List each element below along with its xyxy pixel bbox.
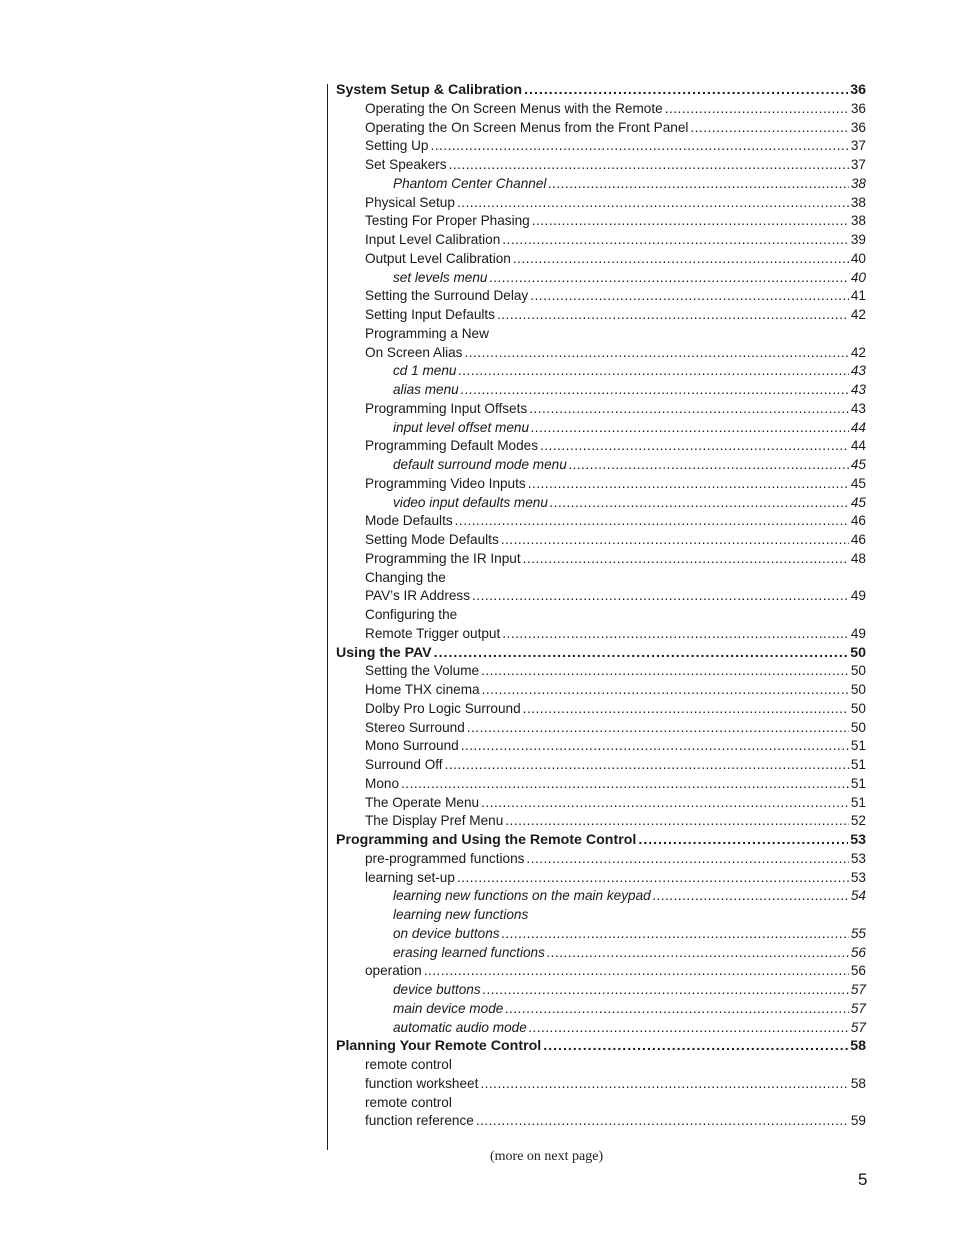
toc-section-entry: [336, 831, 866, 850]
toc-page-number: 57: [850, 1000, 866, 1016]
toc-page-number: 56: [850, 944, 866, 960]
toc-entry-title: Physical Setup: [365, 194, 455, 210]
toc-entry: [336, 794, 866, 813]
continued-note: (more on next page): [490, 1149, 604, 1164]
toc-page-number: 56: [850, 963, 866, 979]
page-number: 5: [858, 1170, 868, 1189]
toc-entry-title: Setting Up: [365, 138, 429, 154]
toc-page-number: 53: [850, 832, 866, 848]
toc-page-number: 43: [850, 363, 866, 379]
toc-page-number: 37: [850, 157, 866, 172]
toc-page-number: 58: [850, 1038, 866, 1055]
toc-subentry: [336, 1019, 866, 1038]
toc-page-number: 49: [850, 625, 866, 641]
toc-entry-title: System Setup & Calibration: [336, 82, 523, 98]
toc-entry-title: Programming Video Inputs: [365, 475, 526, 491]
toc-dot-leader: [523, 700, 849, 719]
toc-dot-leader: [548, 175, 848, 194]
toc-subentry: [336, 944, 866, 963]
toc-page-number: 49: [850, 588, 866, 604]
toc-dot-leader: [653, 887, 849, 906]
toc-entry-title: Setting the Volume: [365, 663, 480, 679]
toc-entry-title: Configuring the: [365, 607, 458, 622]
toc-subentry: [336, 419, 866, 438]
toc-page-number: 50: [850, 700, 866, 716]
toc-dot-leader: [481, 794, 849, 813]
toc-entry: [336, 156, 866, 175]
toc-page-number: 42: [850, 344, 866, 360]
toc-entry: [336, 606, 866, 625]
toc-subentry: [336, 887, 866, 906]
toc-dot-leader: [458, 362, 848, 381]
toc-page-number: 45: [850, 494, 866, 510]
toc-entry: [336, 625, 866, 644]
toc-page-number: 42: [850, 307, 866, 322]
toc-entry: [336, 437, 866, 456]
toc-entry: [336, 681, 866, 700]
toc-entry-title: automatic audio mode: [393, 1019, 527, 1035]
toc-entry-title: On Screen Alias: [365, 344, 463, 360]
toc-subentry: [336, 981, 866, 1000]
toc-dot-leader: [472, 587, 849, 606]
toc-dot-leader: [434, 644, 849, 663]
toc-dot-leader: [550, 494, 849, 513]
toc-entry-title: Programming and Using the Remote Control: [336, 832, 637, 848]
toc-dot-leader: [464, 344, 848, 363]
toc-dot-leader: [482, 681, 849, 700]
toc-entry: [336, 569, 866, 588]
toc-entry-title: Programming Default Modes: [365, 438, 539, 454]
toc-entry: [336, 137, 866, 156]
toc-dot-leader: [457, 194, 849, 213]
toc-dot-leader: [638, 831, 848, 850]
toc-subentry: [336, 1000, 866, 1019]
toc-entry-title: set levels menu: [393, 269, 488, 285]
toc-dot-leader: [449, 156, 849, 175]
toc-entry: [336, 700, 866, 719]
toc-page-number: 53: [850, 850, 866, 866]
toc-section-entry: [336, 644, 866, 663]
toc-entry-title: PAV’s IR Address: [365, 588, 471, 604]
toc-entry-title: Set Speakers: [365, 157, 447, 172]
toc-entry-title: Operating the On Screen Menus from the Front Panel: [365, 119, 689, 135]
toc-entry: [336, 1075, 866, 1094]
toc-page-number: 41: [850, 288, 866, 304]
toc-page-number: 55: [850, 925, 866, 941]
toc-entry: [336, 400, 866, 419]
toc-page-number: 43: [850, 382, 866, 397]
toc-page-number: 38: [850, 213, 866, 229]
toc-dot-leader: [523, 550, 849, 569]
toc-dot-leader: [480, 1075, 849, 1094]
toc-dot-leader: [445, 756, 849, 775]
toc-section-entry: [336, 1037, 866, 1056]
toc-subentry: [336, 494, 866, 513]
toc-page-number: 50: [850, 644, 866, 661]
toc-dot-leader: [505, 1000, 849, 1019]
toc-subentry: [336, 381, 866, 400]
toc-page-number: 50: [850, 719, 866, 735]
toc-entry-title: Mode Defaults: [365, 513, 453, 529]
toc-page-number: 46: [850, 513, 866, 529]
toc-entry-title: video input defaults menu: [393, 494, 548, 510]
toc-page-number: 44: [850, 438, 866, 454]
toc-entry-title: Operating the On Screen Menus with the Remote: [365, 100, 663, 116]
toc-dot-leader: [467, 719, 849, 738]
toc-page-number: 52: [850, 813, 866, 829]
toc-page-number: 57: [850, 982, 866, 997]
toc-entry: [336, 662, 866, 681]
toc-entry: [336, 475, 866, 494]
toc-entry-title: Remote Trigger output: [365, 625, 501, 641]
toc-entry-title: main device mode: [393, 1000, 504, 1016]
toc-entry-title: Programming Input Offsets: [365, 400, 528, 416]
toc-page-number: 45: [850, 457, 866, 472]
toc-entry-title: learning new functions on the main keypad: [393, 888, 651, 904]
toc-entry-title: erasing learned functions: [393, 944, 545, 960]
toc-entry-title: cd 1 menu: [393, 363, 457, 379]
toc-entry: [336, 869, 866, 888]
toc-entry: [336, 1056, 866, 1075]
toc-entry: [336, 1094, 866, 1113]
toc-subentry: [336, 456, 866, 475]
toc-page-number: 37: [850, 138, 866, 154]
toc-entry: [336, 756, 866, 775]
toc-entry-title: Setting the Surround Delay: [365, 288, 529, 304]
toc-subentry: [336, 906, 866, 925]
toc-dot-leader: [513, 250, 849, 269]
toc-entry-title: Setting Input Defaults: [365, 307, 495, 322]
toc-entry-title: Mono Surround: [365, 738, 459, 754]
toc-dot-leader: [665, 100, 849, 119]
toc-dot-leader: [529, 400, 849, 419]
toc-page-number: 58: [850, 1075, 866, 1091]
toc-page-number: 43: [850, 400, 866, 416]
toc-entry-title: Mono: [365, 775, 400, 791]
toc-entry: [336, 325, 866, 344]
toc-page-number: 57: [850, 1019, 866, 1035]
toc-entry-title: The Operate Menu: [365, 794, 480, 810]
toc-entry-title: alias menu: [393, 382, 459, 397]
toc-entry: [336, 719, 866, 738]
toc-page-number: 54: [850, 888, 866, 904]
toc-entry: [336, 737, 866, 756]
toc-entry-title: operation: [365, 963, 422, 979]
toc-entry-title: function worksheet: [365, 1075, 479, 1091]
toc-page-number: 51: [850, 738, 866, 754]
toc-entry: [336, 194, 866, 213]
toc-entry-title: Input Level Calibration: [365, 232, 501, 247]
toc-entry-title: Programming a New: [365, 325, 489, 341]
toc-page-number: 59: [850, 1113, 866, 1129]
toc-dot-leader: [528, 475, 849, 494]
toc-dot-leader: [530, 287, 849, 306]
toc-dot-leader: [526, 850, 848, 869]
toc-page-number: 45: [850, 475, 866, 491]
toc-dot-leader: [455, 512, 849, 531]
toc-dot-leader: [430, 137, 848, 156]
toc-entry: [336, 550, 866, 569]
toc-entry-title: Home THX cinema: [365, 682, 480, 697]
toc-entry: [336, 100, 866, 119]
toc-entry-title: learning new functions: [393, 907, 529, 922]
toc-entry: [336, 212, 866, 231]
toc-entry-title: default surround mode menu: [393, 457, 567, 472]
table-of-contents: [336, 81, 866, 1131]
toc-entry-title: Dolby Pro Logic Surround: [365, 700, 521, 716]
toc-entry-title: Setting Mode Defaults: [365, 532, 499, 547]
toc-entry-title: Changing the: [365, 569, 446, 585]
toc-entry-title: Programming the IR Input: [365, 550, 521, 566]
toc-dot-leader: [547, 944, 849, 963]
toc-page-number: 36: [850, 100, 866, 116]
toc-subentry: [336, 925, 866, 944]
toc-dot-leader: [461, 381, 849, 400]
toc-dot-leader: [476, 1112, 849, 1131]
toc-entry-title: Output Level Calibration: [365, 250, 511, 266]
toc-dot-leader: [502, 925, 849, 944]
toc-entry-title: remote control: [365, 1057, 452, 1072]
toc-entry-title: input level offset menu: [393, 419, 530, 435]
margin-rule: [327, 84, 328, 1150]
toc-entry-title: function reference: [365, 1113, 474, 1129]
toc-dot-leader: [483, 981, 849, 1000]
toc-dot-leader: [461, 737, 849, 756]
toc-page-number: 38: [850, 194, 866, 210]
toc-page-number: 40: [850, 250, 866, 266]
toc-entry-title: Testing For Proper Phasing: [365, 213, 530, 229]
toc-page-number: 51: [850, 775, 866, 791]
toc-dot-leader: [489, 269, 848, 288]
toc-entry-title: learning set-up: [365, 869, 455, 885]
toc-page-number: 48: [850, 550, 866, 566]
toc-subentry: [336, 362, 866, 381]
toc-entry-title: Using the PAV: [336, 644, 432, 661]
toc-dot-leader: [569, 456, 849, 475]
toc-page-number: 51: [850, 794, 866, 810]
toc-entry-title: Stereo Surround: [365, 719, 465, 735]
toc-subentry: [336, 175, 866, 194]
toc-page-number: 44: [850, 419, 866, 435]
toc-page-number: 53: [850, 869, 866, 885]
toc-entry-title: remote control: [365, 1094, 452, 1110]
toc-entry: [336, 344, 866, 363]
toc-entry: [336, 962, 866, 981]
toc-dot-leader: [502, 625, 849, 644]
toc-dot-leader: [531, 419, 849, 438]
toc-dot-leader: [505, 812, 849, 831]
toc-page-number: 40: [850, 269, 866, 285]
toc-subentry: [336, 269, 866, 288]
toc-entry: [336, 512, 866, 531]
toc-dot-leader: [424, 962, 849, 981]
toc-entry: [336, 287, 866, 306]
toc-entry: [336, 306, 866, 325]
toc-dot-leader: [481, 662, 849, 681]
toc-dot-leader: [532, 212, 849, 231]
toc-entry: [336, 587, 866, 606]
toc-entry-title: pre-programmed functions: [365, 850, 525, 866]
toc-page-number: 46: [850, 532, 866, 547]
toc-dot-leader: [690, 119, 848, 138]
toc-entry: [336, 812, 866, 831]
toc-dot-leader: [543, 1037, 848, 1056]
toc-entry-title: The Display Pref Menu: [365, 813, 504, 829]
toc-dot-leader: [497, 306, 849, 325]
toc-page-number: 38: [850, 175, 866, 191]
toc-entry: [336, 850, 866, 869]
toc-page-number: 39: [850, 232, 866, 247]
toc-page-number: 36: [850, 119, 866, 135]
toc-dot-leader: [401, 775, 849, 794]
toc-entry-title: Surround Off: [365, 757, 443, 772]
toc-dot-leader: [540, 437, 849, 456]
toc-entry-title: on device buttons: [393, 925, 500, 941]
toc-dot-leader: [529, 1019, 849, 1038]
toc-entry: [336, 231, 866, 250]
toc-entry-title: Phantom Center Channel: [393, 175, 547, 191]
toc-dot-leader: [524, 81, 848, 100]
toc-entry: [336, 250, 866, 269]
toc-entry: [336, 531, 866, 550]
toc-dot-leader: [501, 531, 849, 550]
toc-entry: [336, 119, 866, 138]
toc-page-number: 50: [850, 663, 866, 679]
toc-page-number: 50: [850, 682, 866, 697]
toc-dot-leader: [457, 869, 849, 888]
toc-entry: [336, 775, 866, 794]
toc-page-number: 36: [850, 82, 866, 98]
toc-entry-title: device buttons: [393, 982, 481, 997]
toc-dot-leader: [502, 231, 849, 250]
toc-page-number: 51: [850, 757, 866, 772]
toc-entry-title: Planning Your Remote Control: [336, 1038, 542, 1055]
toc-section-entry: [336, 81, 866, 100]
toc-entry: [336, 1112, 866, 1131]
